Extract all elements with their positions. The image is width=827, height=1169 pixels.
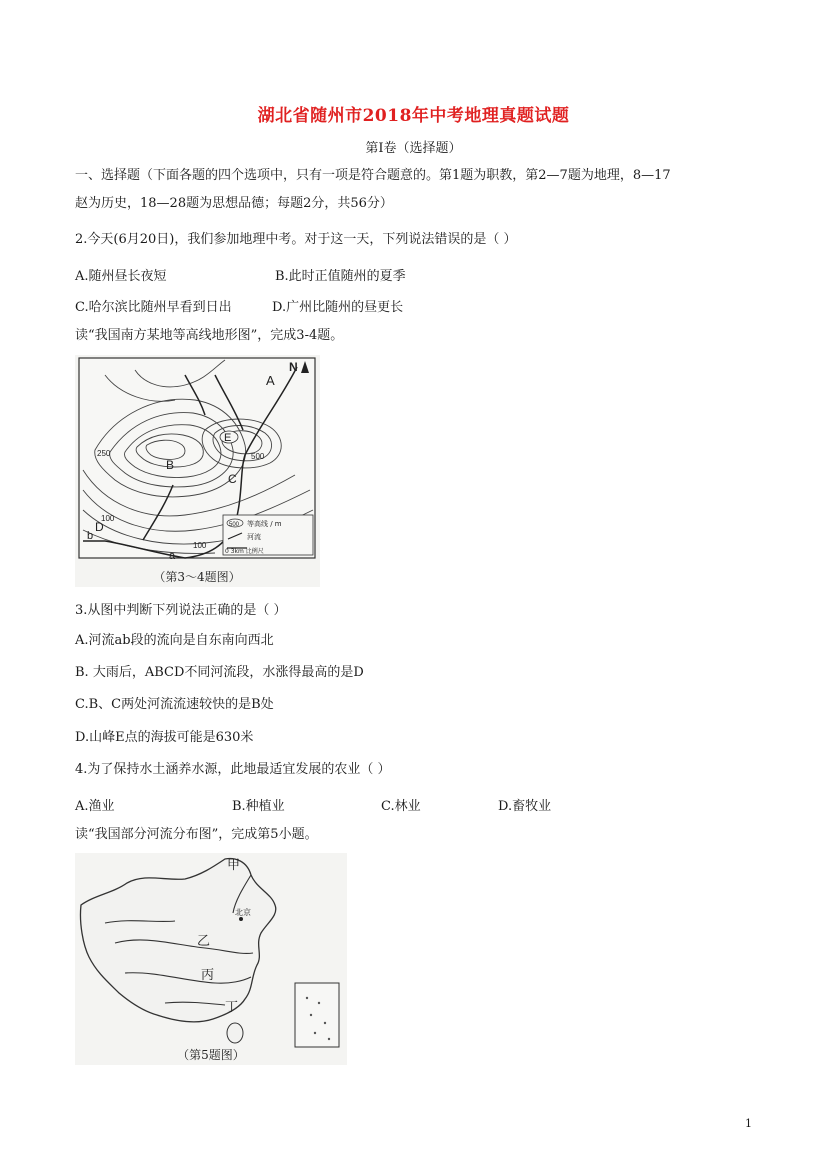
river-label-a: a (169, 550, 176, 562)
contour-map-figure (75, 355, 320, 587)
map-label-yi: 乙 (197, 934, 211, 949)
document-title: 湖北省随州市2018年中考地理真题试题 (257, 106, 570, 126)
legend-scale-label: 0 3km 比例尺 (225, 548, 264, 555)
map-label-ding: 丁 (225, 1000, 239, 1015)
map-label-beijing: 北京 (235, 908, 251, 917)
question-2-option-d: D.广州比随州的昼更长 (272, 300, 404, 315)
beijing-marker (239, 917, 243, 921)
contour-map (75, 355, 320, 587)
legend-500-value: 500 (229, 522, 240, 528)
section-subtitle: 第Ⅰ卷（选择题） (365, 141, 462, 156)
legend-contour-label: 等高线 / m (247, 520, 282, 528)
question-3-option-b: B. 大雨后，ABCD不同河流段，水涨得最高的是D (75, 665, 364, 680)
question-5-intro: 读“我国部分河流分布图”，完成第5小题。 (75, 827, 318, 842)
section-instruction-line1: 一、选择题（下面各题的四个选项中，只有一项是符合题意的。第1题为职教，第2—7题为地理，8—17 (75, 168, 671, 183)
question-2-option-a: A.随州昼长夜短 (75, 269, 167, 284)
north-arrow-label: N (289, 360, 298, 374)
question-4-option-b: B.种植业 (232, 799, 285, 814)
south-china-sea-inset (295, 983, 339, 1047)
map-legend (223, 515, 313, 555)
question-3-option-d: D.山峰E点的海拔可能是630米 (75, 730, 254, 745)
map-label-e: E (224, 432, 232, 444)
map-label-d: D (95, 520, 104, 534)
china-map-caption: （第5题图） (177, 1048, 245, 1062)
river-label-b: b (87, 530, 94, 542)
question-3-4-intro: 读“我国南方某地等高线地形图”，完成3-4题。 (75, 328, 344, 343)
map-label-c: C (228, 472, 237, 486)
map-label-b: B (166, 458, 175, 472)
question-2-option-c: C.哈尔滨比随州早看到日出 (75, 300, 232, 315)
china-river-map-figure (75, 853, 347, 1065)
question-4-option-a: A.渔业 (75, 799, 115, 814)
china-river-map (75, 853, 347, 1065)
question-2-stem: 2.今天(6月20日)，我们参加地理中考。对于这一天，下列说法错误的是（ ） (75, 232, 517, 247)
legend-river-label: 河流 (247, 533, 261, 541)
map-label-a: A (266, 373, 275, 388)
page-number: 1 (745, 1117, 752, 1130)
hainan-island (227, 1023, 243, 1043)
question-2-option-b: B.此时正值随州的夏季 (275, 269, 406, 284)
section-instruction-line2: 赵为历史，18—28题为思想品德；每题2分，共56分） (75, 196, 393, 211)
question-4-option-c: C.林业 (381, 799, 421, 814)
question-4-option-d: D.畜牧业 (498, 799, 552, 814)
question-3-option-c: C.B、C两处河流流速较快的是B处 (75, 697, 274, 712)
question-4-stem: 4.为了保持水土涵养水源，此地最适宜发展的农业（ ） (75, 762, 391, 777)
contour-label-250: 250 (97, 449, 111, 458)
question-3-stem: 3.从图中判断下列说法正确的是（ ） (75, 603, 287, 618)
map-label-bing: 丙 (201, 968, 215, 983)
contour-label-100-bottom: 100 (193, 541, 207, 550)
contour-map-caption: （第3～4题图） (153, 570, 241, 584)
question-3-option-a: A.河流ab段的流向是自东南向西北 (75, 633, 274, 648)
contour-label-100-left: 100 (101, 514, 115, 523)
map-label-jia: 甲 (227, 858, 241, 873)
contour-label-500: 500 (251, 452, 265, 461)
